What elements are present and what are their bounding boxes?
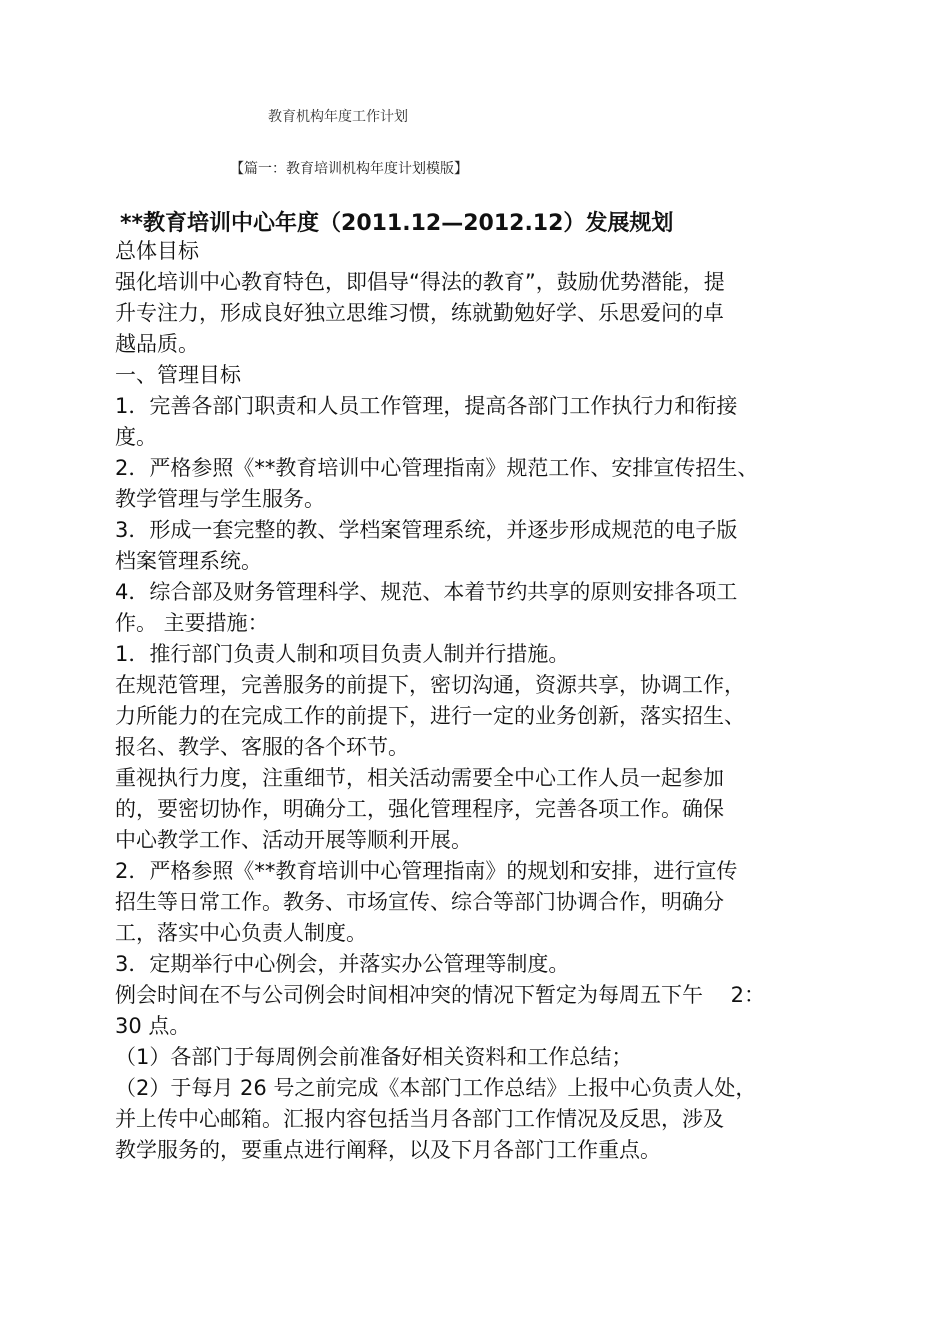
body-line: 在规范管理，完善服务的前提下，密切沟通，资源共享，协调工作，	[115, 673, 745, 697]
body-line: 的，要密切协作，明确分工，强化管理程序，完善各项工作。确保	[115, 797, 724, 821]
body-line: 力所能力的在完成工作的前提下，进行一定的业务创新，落实招生、	[115, 704, 745, 728]
body-line: 例会时间在不与公司例会时间相冲突的情况下暂定为每周五下午 2：	[115, 983, 766, 1007]
body-line: 1．完善各部门职责和人员工作管理，提高各部门工作执行力和衔接	[115, 394, 738, 418]
body-line: 4．综合部及财务管理科学、规范、本着节约共享的原则安排各项工	[115, 580, 738, 604]
body-line: 度。	[115, 425, 157, 449]
body-line: 越品质。	[115, 332, 199, 356]
body-line: （1）各部门于每周例会前准备好相关资料和工作总结；	[115, 1045, 633, 1069]
body-line: 并上传中心邮箱。汇报内容包括当月各部门工作情况及反思，涉及	[115, 1107, 724, 1131]
body-line: 中心教学工作、活动开展等顺利开展。	[115, 828, 472, 852]
body-line: 1．推行部门负责人制和项目负责人制并行措施。	[115, 642, 570, 666]
body-line: 2．严格参照《**教育培训中心管理指南》的规划和安排，进行宣传	[115, 859, 738, 883]
body-line: 2．严格参照《**教育培训中心管理指南》规范工作、安排宣传招生、	[115, 456, 759, 480]
body-line: 教学服务的，要重点进行阐释，以及下月各部门工作重点。	[115, 1138, 661, 1162]
body-line: 作。 主要措施：	[115, 611, 269, 635]
header-subtitle: 【篇一：教育培训机构年度计划模版】	[230, 161, 468, 177]
body-line: 强化培训中心教育特色，即倡导“得法的教育”，鼓励优势潜能，提	[115, 270, 725, 294]
body-line: （2）于每月 26 号之前完成《本部门工作总结》上报中心负责人处，	[115, 1076, 757, 1100]
document-body	[115, 236, 855, 1166]
body-line: 3．定期举行中心例会，并落实办公管理等制度。	[115, 952, 570, 976]
body-line: 总体目标	[115, 239, 199, 263]
body-line: 招生等日常工作。教务、市场宣传、综合等部门协调合作，明确分	[115, 890, 724, 914]
body-line: 重视执行力度，注重细节，相关活动需要全中心工作人员一起参加	[115, 766, 724, 790]
document-title: **教育培训中心年度（2011.12—2012.12）发展规划	[120, 211, 674, 236]
body-line: 报名、教学、客服的各个环节。	[115, 735, 409, 759]
header-title: 教育机构年度工作计划	[268, 109, 408, 125]
body-line: 档案管理系统。	[115, 549, 262, 573]
body-line: 教学管理与学生服务。	[115, 487, 325, 511]
body-line: 30 点。	[115, 1014, 191, 1038]
body-line: 工，落实中心负责人制度。	[115, 921, 367, 945]
body-line: 升专注力，形成良好独立思维习惯，练就勤勉好学、乐思爱问的卓	[115, 301, 724, 325]
body-line: 3．形成一套完整的教、学档案管理系统，并逐步形成规范的电子版	[115, 518, 738, 542]
body-line: 一、管理目标	[115, 363, 241, 387]
